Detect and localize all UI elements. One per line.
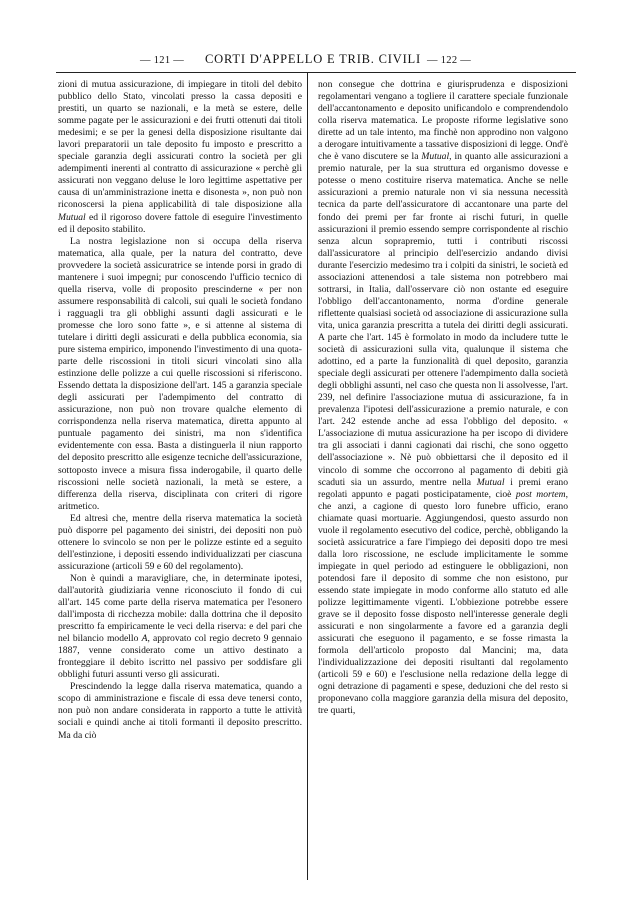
right-column	[318, 79, 568, 717]
paragraph: Ed altresì che, mentre della riserva matematica la società può disporre pel pagamento dei sinistri, dei depositi non può ottenere lo svincolo se non per le polizze estinte ed a seguito dell'estinzione, i depositi essendo individualizzati per ciascuna assicurazione (articoli 59 e 60 del regolamento).	[58, 512, 302, 572]
running-title: CORTI D'APPELLO E TRIB. CIVILI	[205, 52, 421, 66]
paragraph: Prescindendo la legge dalla riserva matematica, quando a scopo di amministrazione e fiscale di essa deve tenersi conto, non può non andare considerata in rapporto a tutte le attività sociali e quindi anche ai titoli formanti il deposito prescritto. Ma da ciò	[58, 681, 302, 741]
page-number-left: — 121 —	[140, 55, 185, 66]
column-divider	[307, 72, 308, 880]
page-number-right: — 122 —	[427, 55, 472, 66]
paragraph: La nostra legislazione non si occupa della riserva matematica, alla quale, per la natura del contratto, deve provvedere la società assicuratrice se intende porsi in grado di mantenere i suoi impegni; pur conoscendo l'ufficio tecnico di quella riserva, volle di proposito prescinderne « per non assumere responsabilità di calcoli, sui quali le società fondano i ragguagli tra gli obblighi assunti dagli assicurati e le promesse che loro sono fatte », e si attenne al sistema di tutelare i diritti degli assicurati e della pubblica economia, sia pure sistema empirico, imponendo l'investimento di una quota-parte delle riscossioni in titoli sicuri vincolati sino alla estinzione delle polizze a cui quelle riscossioni si riferiscono. Essendo dettata la disposizione dell'art. 145 a garanzia speciale degli assicurati per l'adempimento del contratto di assicurazione, non può non trovare qualche elemento di corrispondenza nella riserva matematica, diretta appunto al puntuale pagamento dei sinistri, ma non s'identifica evidentemente con essa. Basta a distinguerla il niun rapporto del deposito prescritto alle esigenze tecniche dell'assicurazione, sottoposto invece a misura fissa inderogabile, il quarto delle riscossioni nelle società nazionali, la metà se estere, a differenza della riserva, disciplinata con criteri di rigore aritmetico.	[58, 235, 302, 512]
paragraph: non consegue che dottrina e giurisprudenza e disposizioni regolamentari vengano a togliere il carattere speciale funzionale dell'accantonamento e deposito unificandolo e comprendendolo colla riserva matematica. Le proposte riforme legislative sono dirette ad un tale intento, ma finchè non approdino non valgono a derogare intuitivamente a tassative disposizioni di legge. Ond'è che è vano discutere se la Mutual, in quanto alle assicurazioni a premio naturale, per la sua struttura ed organismo dovesse e potesse o meno costituire riserva matematica. Anche se nelle assicurazioni a premio naturale non vi sia nessuna necessità tecnica da parte dell'assicuratore di accantonare una parte del fondo dei premi per far fronte ai rischi futuri, in quelle assicurazioni il premio essendo sempre corrispondente al rischio senza alcun soprapremio, tutti i contributi riscossi dall'assicuratore al principio dell'esercizio andando divisi durante l'esercizio medesimo tra i colpiti da sinistri, le società ed associazioni attenendosi a tale sistema non potrebbero mai sottrarsi, in Italia, dall'osservare ciò non ostante ed eseguire l'obbligo dell'accantonamento, norma d'ordine generale riflettente qualsiasi società od associazione di assicurazione sulla vita, unica garanzia prescritta a tutela dei diritti degli assicurati. A parte che l'art. 145 è formolato in modo da includere tutte le società di assicurazioni sulla vita, qualunque il sistema che adottino, ed a parte la funzionalità di quel deposito, garanzia speciale degli assicurati per ottenere l'adempimento dalla società degli obblighi assunti, nel caso che questa non li assolvesse, l'art. 239, nel definire l'associazione mutua di assicurazione, fa in prevalenza l'ipotesi dell'assicurazione a premio naturale, e con l'art. 242 estende anche ad essa l'obbligo del deposito. « L'associazione di mutua assicurazione ha per iscopo di dividere tra gli associati i danni cagionati dai rischi, che sono oggetto dell'associazione ». Nè può obbiettarsi che il deposito ed il vincolo di somme che occorrono al pagamento di debiti già scaduti sia un assurdo, mentre nella Mutual i premi erano regolati appunto e pagati posticipatamente, cioè post mortem, che anzi, a cagione di questo loro funebre ufficio, erano chiamate quasi mortuarie. Aggiungendosi, questo assurdo non vuole il regolamento esecutivo del codice, perchè, obbligando la società assicuratrice a fare l'impiego dei depositi dopo tre mesi dalla loro riscossione, ne esclude implicitamente le somme impiegate in quel periodo ad estinguere le obbligazioni, non potendosi fare il deposito di somme che non esistono, pur essendo state impiegate in modo conforme allo statuto ed alle polizze legittimamente vigenti. L'obbiezione potrebbe essere grave se il deposito fosse disposto nell'interesse generale degli assicurati e non singolarmente a favore ed a garanzia degli assicurati che eseguono il pagamento, e se fosse rimasta la formola dell'articolo proposto dal Mancini; ma, data l'individualizzazione dei depositi risultanti dal regolamento (articoli 59 e 60) e l'esclusione nella redazione della legge di ogni detrazione di pagamenti e spese, deduzioni che del resto si proponevano colla maggiore garanzia della misura del deposito, tre quarti,	[318, 79, 569, 717]
page-header	[0, 52, 626, 70]
header-rule	[56, 72, 576, 73]
paragraph: zioni di mutua assicurazione, di impiegare in titoli del debito pubblico dello Stato, vincolati presso la cassa depositi e prestiti, un quarto se nazionali, e la metà se estere, delle somme pagate per le assicurazioni e dei frutti ottenuti dai titoli medesimi; e se per la genesi della disposizione risultante dai lavori preparatorii un tale deposito fu imposto e prescritto a speciale garanzia degli assicurati contro la società per gli adempimenti inerenti al contratto di assicurazione « perchè gli assicurati non veggano deluse le loro legittime aspettative per causa di un'amministrazione inetta e disonesta », non può non riconoscersi la piena applicabilità di tale disposizione alla Mutual ed il rigoroso dovere fattole di eseguire l'investimento ed il deposito stabilito.	[58, 79, 302, 235]
left-column	[58, 79, 302, 742]
paragraph: Non è quindi a maravigliare, che, in determinate ipotesi, dall'autorità giudiziaria venne riconosciuto il fondo di cui all'art. 145 come parte della riserva matematica per l'esonero dall'imposta di ricchezza mobile: dalla dottrina che il deposito prescritto fa empiricamente le veci della riserva: e del pari che nel bilancio modello A, approvato col regio decreto 9 gennaio 1887, venne considerato come un attivo destinato a fronteggiare il debito iscritto nel passivo per soddisfare gli obblighi futuri assunti verso gli assicurati.	[58, 572, 302, 681]
